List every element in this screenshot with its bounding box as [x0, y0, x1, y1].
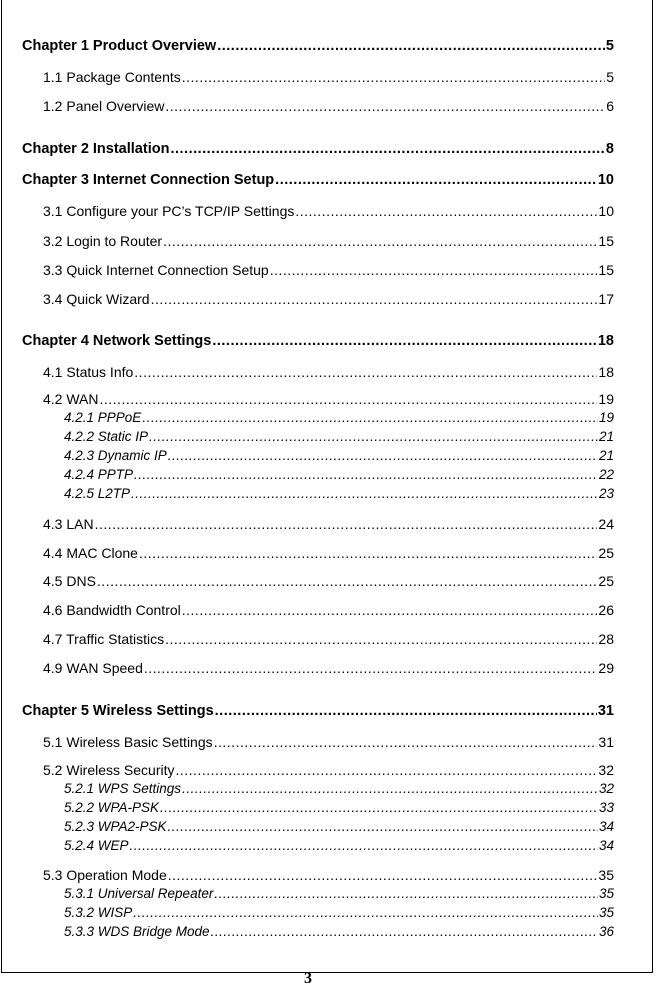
toc-title: 4.9 WAN Speed: [43, 660, 143, 676]
toc-title: 3.2 Login to Router: [43, 233, 163, 249]
toc-section[interactable]: [43, 601, 614, 619]
toc-chapter[interactable]: [22, 140, 614, 158]
toc-subsection[interactable]: [64, 409, 614, 427]
toc-page: 19: [598, 391, 614, 407]
toc-title: Chapter 5 Wireless Settings: [22, 703, 214, 719]
toc-page: 31: [598, 734, 614, 750]
toc-title: 5.2.2 WPA-PSK: [64, 800, 160, 815]
toc-title: 5.3.3 WDS Bridge Mode: [64, 924, 210, 939]
page-number: 3: [304, 970, 312, 987]
dot-leader: [168, 818, 598, 836]
toc-page: 21: [598, 448, 614, 463]
toc-page: 36: [598, 924, 614, 939]
toc-page: 24: [598, 516, 614, 532]
toc-section[interactable]: [43, 290, 614, 308]
toc-title: 1.2 Panel Overview: [43, 98, 165, 114]
toc-title: 4.2.4 PPTP: [64, 467, 134, 482]
dot-leader: [144, 659, 598, 677]
toc-section[interactable]: [43, 572, 614, 590]
toc-subsection[interactable]: [64, 799, 614, 817]
toc-subsection[interactable]: [64, 780, 614, 798]
toc-page: 26: [598, 602, 614, 618]
toc-page: 10: [598, 203, 614, 219]
toc-section[interactable]: [43, 866, 614, 884]
toc-page: 17: [598, 291, 614, 307]
toc-page: 6: [606, 98, 614, 114]
toc-section[interactable]: [43, 659, 614, 677]
toc-title: 5.3 Operation Mode: [43, 867, 167, 883]
dot-leader: [212, 332, 597, 350]
toc-subsection[interactable]: [64, 837, 614, 855]
toc-title: Chapter 4 Network Settings: [22, 333, 212, 349]
dot-leader: [270, 261, 598, 279]
toc-page: 15: [598, 262, 614, 278]
dot-leader: [182, 68, 605, 86]
toc-title: 4.2.2 Static IP: [64, 429, 149, 444]
dot-leader: [175, 761, 597, 779]
toc-page: 18: [598, 364, 614, 380]
toc-title: 5.3.1 Universal Repeater: [64, 886, 214, 901]
toc-subsection[interactable]: [64, 466, 614, 484]
toc-subsection[interactable]: [64, 904, 614, 922]
toc-title: 4.2 WAN: [43, 391, 99, 407]
toc-title: 3.1 Configure your PC’s TCP/IP Settings: [43, 203, 295, 219]
dot-leader: [182, 780, 598, 798]
toc-page: 15: [598, 233, 614, 249]
toc-title: 5.2 Wireless Security: [43, 762, 175, 778]
toc-section[interactable]: [43, 515, 614, 533]
dot-leader: [130, 837, 598, 855]
toc-section[interactable]: [43, 761, 614, 779]
dot-leader: [139, 544, 597, 562]
toc-page: 32: [598, 762, 614, 778]
toc-title: 4.2.1 PPPoE: [64, 410, 142, 425]
dot-leader: [214, 885, 598, 903]
dot-leader: [134, 466, 598, 484]
dot-leader: [134, 363, 597, 381]
toc-page: 19: [598, 410, 614, 425]
toc-page: 35: [598, 905, 614, 920]
toc-subsection[interactable]: [64, 447, 614, 465]
toc-section[interactable]: [43, 630, 614, 648]
toc-title: 4.2.3 Dynamic IP: [64, 448, 167, 463]
toc-section[interactable]: [43, 68, 614, 86]
toc-section[interactable]: [43, 544, 614, 562]
toc-subsection[interactable]: [64, 428, 614, 446]
dot-leader: [131, 485, 598, 503]
toc-title: Chapter 2 Installation: [22, 141, 170, 157]
toc-page: 33: [598, 800, 614, 815]
dot-leader: [168, 447, 598, 465]
toc-page: 25: [598, 545, 614, 561]
dot-leader: [275, 171, 597, 189]
toc-title: 4.6 Bandwidth Control: [43, 602, 181, 618]
toc-page: 32: [598, 781, 614, 796]
toc-subsection[interactable]: [64, 818, 614, 836]
toc-page: 28: [598, 631, 614, 647]
toc-title: 4.4 MAC Clone: [43, 545, 138, 561]
toc-page: 8: [605, 141, 614, 157]
toc-title: Chapter 1 Product Overview: [22, 38, 217, 54]
toc-page: 10: [597, 172, 614, 188]
dot-leader: [214, 733, 598, 751]
toc-section[interactable]: [43, 261, 614, 279]
toc-page: 22: [598, 467, 614, 482]
dot-leader: [95, 515, 598, 533]
toc-chapter[interactable]: [22, 37, 614, 55]
toc-chapter[interactable]: [22, 332, 614, 350]
dot-leader: [133, 904, 598, 922]
dot-leader: [211, 923, 598, 941]
dot-leader: [215, 702, 597, 720]
toc-title: 5.2.1 WPS Settings: [64, 781, 182, 796]
dot-leader: [168, 866, 598, 884]
dot-leader: [151, 290, 598, 308]
toc-title: 4.3 LAN: [43, 516, 94, 532]
dot-leader: [165, 630, 597, 648]
toc-section[interactable]: [43, 97, 614, 115]
toc-title: Chapter 3 Internet Connection Setup: [22, 172, 275, 188]
toc-page: 23: [598, 486, 614, 501]
dot-leader: [163, 232, 597, 250]
dot-leader: [142, 409, 598, 427]
dot-leader: [217, 37, 605, 55]
dot-leader: [165, 97, 605, 115]
toc-section[interactable]: [43, 390, 614, 408]
toc-title: 5.3.2 WISP: [64, 905, 133, 920]
toc-section[interactable]: [43, 733, 614, 751]
toc-subsection[interactable]: [64, 485, 614, 503]
toc-section[interactable]: [43, 232, 614, 250]
toc-page: 34: [598, 819, 614, 834]
toc-subsection[interactable]: [64, 885, 614, 903]
dot-leader: [100, 390, 598, 408]
toc-title: 1.1 Package Contents: [43, 69, 181, 85]
toc-title: 4.1 Status Info: [43, 364, 134, 380]
toc-title: 3.4 Quick Wizard: [43, 291, 150, 307]
toc-page: 35: [598, 867, 614, 883]
dot-leader: [97, 572, 598, 590]
toc-page: 35: [598, 886, 614, 901]
toc-chapter[interactable]: [22, 171, 614, 189]
toc-subsection[interactable]: [64, 923, 614, 941]
toc-section[interactable]: [43, 363, 614, 381]
toc-page: 34: [598, 838, 614, 853]
toc-title: 5.2.4 WEP: [64, 838, 129, 853]
toc-page: 29: [598, 660, 614, 676]
toc-page: 5: [606, 69, 614, 85]
toc-page: 31: [597, 703, 614, 719]
dot-leader: [295, 202, 597, 220]
toc-title: 4.2.5 L2TP: [64, 486, 131, 501]
toc-page: 25: [598, 573, 614, 589]
toc-title: 3.3 Quick Internet Connection Setup: [43, 262, 269, 278]
dot-leader: [170, 140, 604, 158]
toc-title: 4.7 Traffic Statistics: [43, 631, 165, 647]
toc-title: 5.2.3 WPA2-PSK: [64, 819, 167, 834]
toc-title: 5.1 Wireless Basic Settings: [43, 734, 213, 750]
toc-chapter[interactable]: [22, 702, 614, 720]
dot-leader: [182, 601, 598, 619]
dot-leader: [149, 428, 598, 446]
toc-section[interactable]: [43, 202, 614, 220]
toc-page: 5: [605, 38, 614, 54]
toc-title: 4.5 DNS: [43, 573, 96, 589]
toc-page: 21: [598, 429, 614, 444]
toc-page: 18: [597, 333, 614, 349]
dot-leader: [160, 799, 598, 817]
